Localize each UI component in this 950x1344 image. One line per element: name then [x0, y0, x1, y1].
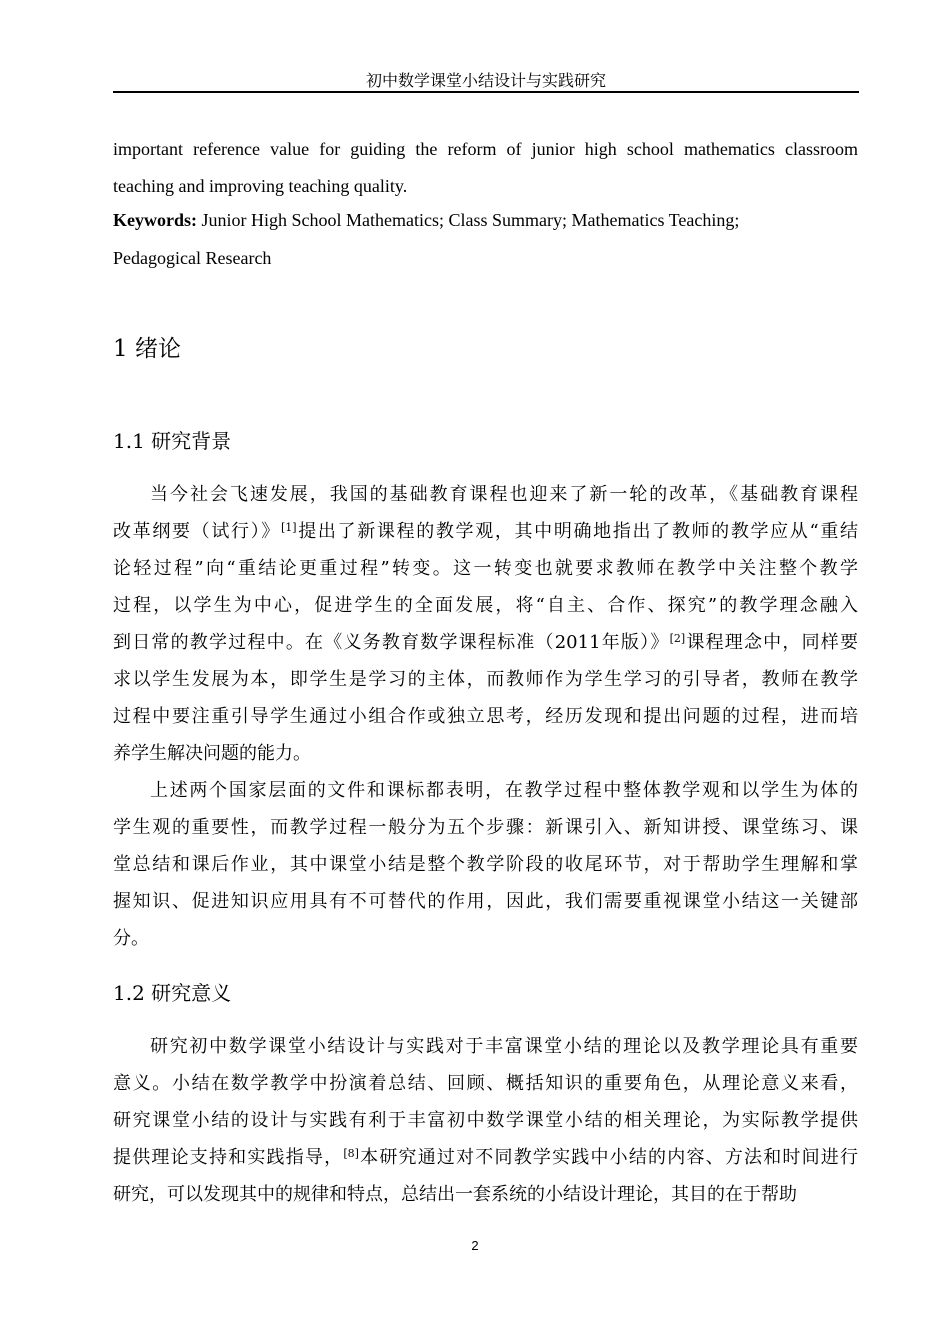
abstract-line: teaching and improving teaching quality. [113, 176, 408, 196]
keywords-text-cont: Pedagogical Research [113, 248, 272, 268]
section-heading-1-1: 1.1 研究背景 [113, 429, 232, 453]
text-run: 过程中要注重引导学生通过小组合作或独立思考，经历发现和提出问题的过程，进而培 [113, 706, 858, 727]
paragraph-line [113, 557, 858, 581]
text-run: 论轻过程”向“重结论更重过程”转变。这一转变也就要求教师在教学中关注整个教学 [113, 558, 858, 579]
citation-ref[interactable]: [2] [669, 632, 686, 645]
paragraph-line [113, 705, 858, 729]
text-run: 改革纲要（试行）》 [113, 521, 281, 542]
paragraph-line [113, 779, 858, 803]
paragraph-line [113, 668, 858, 692]
paragraph-line [113, 853, 858, 877]
paragraph-line [113, 1109, 858, 1133]
paragraph-line [113, 520, 858, 544]
text-run: 求以学生发展为本，即学生是学习的主体，而教师作为学生学习的引导者，教师在教学 [113, 669, 858, 690]
page-number: 2 [471, 1238, 479, 1253]
paragraph-line [113, 631, 858, 655]
keywords [113, 210, 739, 231]
paragraph-line [113, 1035, 858, 1059]
paragraph-line [113, 742, 858, 766]
text-run: 学生观的重要性，而教学过程一般分为五个步骤：新课引入、新知讲授、课堂练习、课 [113, 817, 858, 838]
paragraph-line [113, 816, 858, 840]
text-run: 提出了新课程的教学观，其中明确地指出了教师的教学应从“重结 [296, 521, 858, 542]
text-run: 当今社会飞速发展，我国的基础教育课程也迎来了新一轮的改革，《基础教育课程 [150, 484, 858, 505]
text-run: 握知识、促进知识应用具有不可替代的作用，因此，我们需要重视课堂小结这一关键部 [113, 891, 858, 912]
text-run: 本研究通过对不同教学实践中小结的内容、方法和时间进行 [358, 1147, 859, 1168]
text-run: 研究初中数学课堂小结设计与实践对于丰富课堂小结的理论以及教学理论具有重要 [150, 1036, 858, 1057]
text-run: 养学生解决问题的能力。 [113, 743, 311, 764]
text-run: 研究课堂小结的设计与实践有利于丰富初中数学课堂小结的相关理论，为实际教学提供 [113, 1110, 858, 1131]
text-run: 意义。小结在数学教学中扮演着总结、回顾、概括知识的重要角色，从理论意义来看， [113, 1073, 858, 1094]
citation-ref[interactable]: [8] [343, 1147, 359, 1160]
text-run: 堂总结和课后作业，其中课堂小结是整个教学阶段的收尾环节，对于帮助学生理解和掌 [113, 854, 858, 875]
paragraph-line [113, 1183, 858, 1207]
text-run: 研究，可以发现其中的规律和特点，总结出一套系统的小结设计理论，其目的在于帮助 [113, 1184, 797, 1205]
text-run: 提供理论支持和实践指导， [113, 1147, 344, 1168]
text-run: 课程理念中，同样要 [685, 632, 859, 653]
keywords-text: Junior High School Mathematics; Class Summary; Mathematics Teaching; [197, 210, 740, 230]
section-heading-1: 1 绪论 [113, 336, 181, 362]
paragraph-line [113, 927, 858, 951]
text-run: 过程，以学生为中心，促进学生的全面发展，将“自主、合作、探究”的教学理念融入 [113, 595, 858, 616]
paragraph-line [113, 594, 858, 618]
abstract-line: important reference value for guiding the reform of junior high school mathematics classroom [113, 139, 858, 159]
header-rule [113, 91, 859, 93]
section-heading-1-2: 1.2 研究意义 [113, 981, 232, 1005]
paragraph-line [113, 1146, 858, 1170]
text-run: 分。 [113, 928, 149, 949]
running-header: 初中数学课堂小结设计与实践研究 [365, 71, 606, 90]
citation-ref[interactable]: [1] [280, 521, 297, 534]
paragraph-line [113, 483, 858, 507]
text-run: 到日常的教学过程中。在《义务教育数学课程标准（2011年版）》 [113, 632, 670, 653]
keywords-label: Keywords: [113, 210, 197, 230]
paragraph-line [113, 1072, 858, 1096]
text-run: 上述两个国家层面的文件和课标都表明，在教学过程中整体教学观和以学生为体的 [150, 780, 858, 801]
paragraph-line [113, 890, 858, 914]
